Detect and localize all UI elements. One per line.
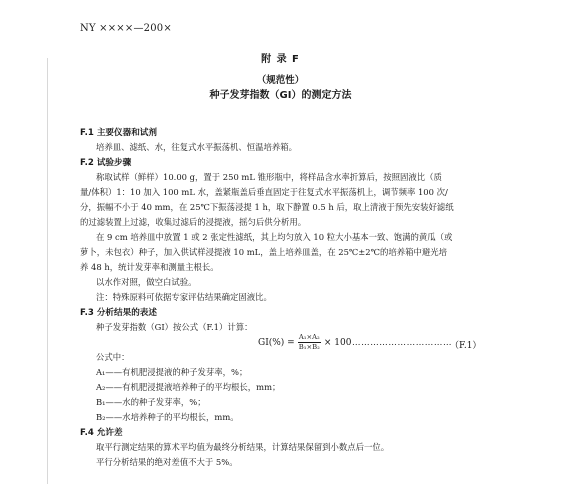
paragraph-line: 量/体积）1：10 加入 100 mL 水，盖紧瓶盖后垂直固定于往复式水平振荡机上，调节频率 100 次/ (80, 187, 448, 197)
paragraph-line: 萝卜，未包衣）种子，加入供试样浸提液 10 mL，盖上培养皿盖，在 25℃±2℃的培养箱中避光培 (80, 247, 448, 257)
formula-rhs: × 100 (323, 337, 352, 348)
paragraph-line: 在 9 cm 培养皿中放置 1 或 2 张定性滤纸，其上均匀放入 10 粒大小基本一致、饱满的黄瓜（或 (96, 232, 453, 242)
formula-fraction (298, 334, 321, 352)
formula-lhs: GI(%) = (258, 337, 295, 348)
section-heading-f4: F.4 允许差 (80, 428, 123, 438)
variable-definition: A₁——有机肥浸提液的种子发芽率，%； (96, 367, 248, 377)
variable-definition: B₁——水的种子发芽率，%； (96, 397, 206, 407)
section-heading-f1: F.1 主要仪器和试剂 (80, 128, 157, 138)
page-margin-rule (47, 58, 48, 484)
paragraph-line: 的过滤装置上过滤，收集过滤后的浸提液，摇匀后供分析用。 (80, 217, 307, 227)
paragraph-line: 以水作对照，做空白试验。 (96, 277, 197, 287)
gi-formula (258, 334, 351, 352)
formula-numerator: A₁×A₂ (298, 334, 321, 343)
paragraph-line: 分，振幅不小于 40 mm，在 25℃下振荡浸提 1 h，取下静置 0.5 h 后，取上清液于预先安装好滤纸 (80, 202, 454, 212)
formula-leader-dots: …………………………… (352, 338, 453, 348)
paragraph-line: 平行分析结果的绝对差值不大于 5%。 (96, 457, 238, 467)
paragraph-f1: 培养皿、滤纸、水，往复式水平振荡机、恒温培养箱。 (96, 142, 297, 152)
paragraph-line: 取平行测定结果的算术平均值为最终分析结果，计算结果保留到小数点后一位。 (96, 442, 390, 452)
standard-code-header: NY ××××—200× (80, 23, 172, 34)
appendix-title: 附 录 F (261, 54, 300, 65)
method-title: 种子发芽指数（GI）的测定方法 (209, 90, 352, 101)
variable-definition: B₂——水培养种子的平均根长，mm。 (96, 412, 239, 422)
paragraph-line: 称取试样（鲜样）10.00 g，置于 250 mL 锥形瓶中，将样品含水率折算后，按照固液比（质 (96, 172, 442, 182)
formula-denominator: B₁×B₂ (298, 343, 320, 352)
where-label: 公式中： (96, 352, 130, 362)
formula-number: （F.1） (450, 341, 482, 351)
normative-label: （规范性） (256, 75, 305, 86)
formula-intro: 种子发芽指数（GI）按公式（F.1）计算： (96, 322, 253, 332)
section-heading-f2: F.2 试验步骤 (80, 158, 132, 168)
note-line: 注：特殊原料可依据专家评估结果确定固液比。 (96, 292, 272, 302)
section-heading-f3: F.3 分析结果的表述 (80, 308, 157, 318)
paragraph-line: 养 48 h，统计发芽率和测量主根长。 (80, 262, 219, 272)
variable-definition: A₂——有机肥浸提液培养种子的平均根长，mm； (96, 382, 281, 392)
